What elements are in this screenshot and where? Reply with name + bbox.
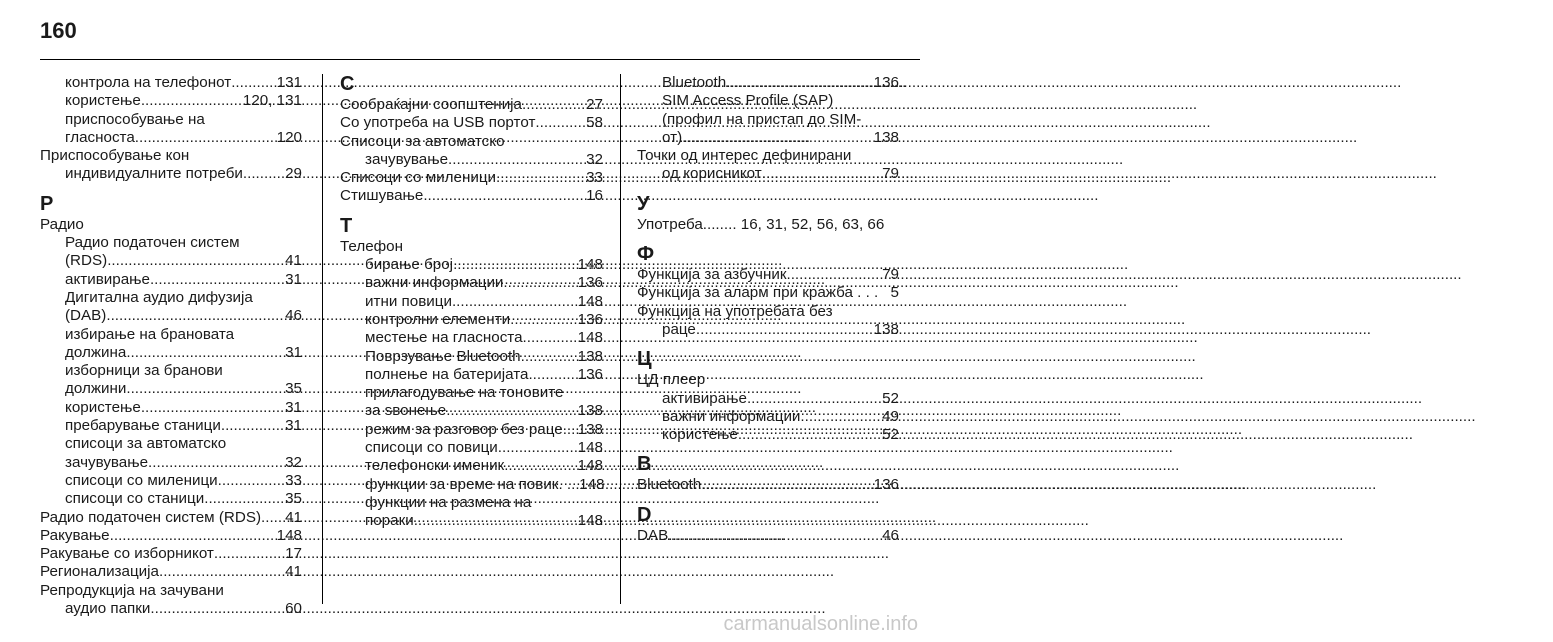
index-entry [40, 129, 302, 147]
index-entry [40, 74, 302, 92]
index-column-1 [40, 74, 302, 618]
entry-term: функции за време на повик. . [365, 475, 572, 493]
entry-term: индивидуалните потреби [65, 165, 243, 183]
index-entry: приспособување на [65, 110, 205, 128]
index-entry [340, 439, 603, 457]
index-entry: Точки од интерес дефинирани [637, 147, 852, 165]
index-entry [40, 454, 302, 472]
index-entry: функции на размена на [365, 493, 532, 511]
entry-term: важни информации [662, 407, 801, 425]
index-entry: Дигитална аудио дифузија [65, 288, 253, 306]
index-entry [40, 472, 302, 490]
index-entry: прилагодување на тоновите [365, 384, 564, 402]
entry-page: 148 [577, 512, 603, 530]
dot-leader [148, 454, 283, 472]
entry-term: гласноста [65, 128, 135, 146]
dot-leader [523, 329, 576, 347]
watermark: carmanualsonline.info [723, 613, 918, 635]
index-entry [637, 129, 899, 147]
index-entry [40, 563, 302, 581]
entry-term: должина [65, 343, 127, 361]
entry-page: 5 [890, 284, 899, 302]
column-divider-1 [322, 74, 323, 604]
index-entry: Радио податочен систем [65, 234, 240, 252]
dot-leader [726, 74, 871, 92]
page-number: 160 [40, 18, 77, 43]
entry-term: от) [662, 128, 683, 146]
dot-leader [510, 311, 576, 329]
dot-leader [446, 402, 575, 420]
dot-leader [221, 417, 283, 435]
dot-leader [786, 266, 880, 284]
index-entry [340, 512, 603, 530]
dot-leader [214, 545, 283, 563]
dot-leader [522, 96, 584, 114]
entry-page: 148 [276, 526, 302, 544]
entry-page: 35 [285, 380, 302, 398]
index-entry [40, 380, 302, 398]
entry-term: (DAB) [65, 307, 107, 325]
entry-term: важни информации [365, 274, 504, 292]
entry-page: 32 [586, 150, 603, 168]
entry-term: активирање [65, 270, 150, 288]
index-entry: Телефон [340, 237, 404, 255]
dot-leader [141, 399, 283, 417]
index-entry: Репродукција на зачувани [40, 581, 224, 599]
entry-page: 35 [285, 490, 302, 508]
entry-term: списоци со станици [65, 490, 205, 508]
entry-page: 52 [882, 389, 899, 407]
entry-term: Стишување [340, 187, 424, 205]
index-entry [637, 165, 899, 183]
dot-leader [150, 600, 283, 618]
index-entry [40, 165, 302, 183]
index-entry [340, 114, 603, 132]
index-entry [40, 252, 302, 270]
entry-term: итни повици [365, 292, 452, 310]
entry-term: од корисникот [662, 165, 762, 183]
entry-term: за ѕвонење [365, 402, 447, 420]
dot-leader [126, 380, 283, 398]
entry-page: 41 [285, 252, 302, 270]
entry-term: списоци со миленици [65, 471, 218, 489]
entry-term: користење [65, 92, 141, 110]
index-entry [637, 527, 899, 545]
entry-term: местење на гласноста [365, 329, 523, 347]
entry-term: списоци со повици [365, 439, 498, 457]
entry-term: Сообраќајни соопштенија [340, 96, 522, 113]
entry-page: 138 [873, 128, 899, 146]
entry-term: должини [65, 380, 127, 398]
entry-term: пребарување станици [65, 417, 221, 435]
dot-leader [243, 165, 283, 183]
entry-term: Списоци со миленици [340, 169, 497, 187]
entry-term: зачувување [365, 150, 449, 168]
entry-page: 17 [285, 545, 302, 563]
entry-page: 31 [285, 343, 302, 361]
index-entry [340, 169, 603, 187]
entry-page: 52 [882, 426, 899, 444]
dot-leader [521, 348, 576, 366]
entry-term: контрола на телефонот [65, 74, 232, 91]
index-entry [40, 271, 302, 289]
index-entry [340, 348, 603, 366]
entry-page: 138 [577, 402, 603, 420]
index-entry [637, 408, 899, 426]
dot-leader [496, 169, 584, 187]
dot-leader [668, 527, 880, 545]
entry-page: 58 [586, 114, 603, 132]
index-entry [637, 321, 899, 339]
dot-leader [738, 426, 880, 444]
entry-page: 148 [577, 256, 603, 274]
entry-term: аудио папки [65, 600, 151, 618]
index-entry [340, 329, 603, 347]
entry-term: Поврзување Bluetooth [365, 347, 521, 365]
index-entry [637, 266, 899, 284]
index-letter-heading: B [637, 453, 652, 476]
dot-leader [448, 151, 584, 169]
index-entry: (профил на пристап до SIM- [662, 110, 862, 128]
entry-term: пораки [365, 512, 414, 530]
entry-page: 33 [586, 169, 603, 187]
index-entry [637, 284, 899, 302]
entry-term: користење [65, 398, 141, 416]
index-letter-heading: Ц [637, 348, 652, 371]
index-entry: Радио [40, 215, 84, 233]
entry-page: 138 [873, 320, 899, 338]
entry-page: 32 [285, 453, 302, 471]
entry-term: (RDS) [65, 252, 108, 270]
entry-term: полнење на батеријата [365, 365, 529, 383]
dot-leader [218, 472, 283, 490]
index-entry [637, 426, 899, 444]
index-entry [340, 402, 603, 420]
index-entry [40, 527, 302, 545]
entry-page: 41 [285, 563, 302, 581]
index-entry [340, 151, 603, 169]
dot-leader [535, 114, 584, 132]
index-entry [40, 344, 302, 362]
index-letter-heading: Ф [637, 243, 655, 266]
entry-page: 31 [285, 270, 302, 288]
entry-page: 46 [882, 526, 899, 544]
index-entry: списоци за автоматско [65, 435, 227, 453]
entry-page: 79 [882, 165, 899, 183]
entry-page: 148 [577, 439, 603, 457]
index-entry [340, 457, 603, 475]
entry-term: користење [662, 426, 738, 444]
dot-leader [106, 307, 283, 325]
dot-leader [159, 563, 283, 581]
entry-page: 79 [882, 266, 899, 284]
entry-page: 49 [882, 407, 899, 425]
index-entry [40, 600, 302, 618]
dot-leader [498, 439, 576, 457]
entry-page: 33 [285, 471, 302, 489]
index-entry [40, 490, 302, 508]
dot-leader [107, 252, 283, 270]
index-entry: Приспособување кон [40, 147, 190, 165]
entry-term: бирање број [365, 256, 454, 274]
index-letter-heading: D [637, 503, 652, 526]
index-column-3 [637, 74, 899, 545]
index-entry [340, 476, 603, 494]
dot-leader [747, 390, 880, 408]
index-entry [340, 274, 603, 292]
entry-term: раце [662, 320, 696, 338]
entry-page: 148 [577, 329, 603, 347]
index-letter-heading: С [340, 73, 355, 95]
entry-page: 136 [577, 365, 603, 383]
entry-page: 136 [873, 476, 899, 494]
entry-page: 136 [577, 310, 603, 328]
index-entry: избирање на брановата [65, 325, 235, 343]
entry-term: Bluetooth [637, 476, 702, 494]
entry-page: 138 [577, 347, 603, 365]
entry-term: Функција за аларм при кражба . . . [637, 284, 879, 302]
entry-page: 138 [577, 420, 603, 438]
index-letter-heading: Р [40, 192, 54, 215]
dot-leader [135, 129, 275, 147]
dot-leader [261, 509, 283, 527]
entry-page: 120, 131 [242, 92, 302, 110]
index-entry: Употреба........ 16, 31, 52, 56, 63, 66 [637, 215, 885, 233]
entry-term: Со употреба на USB портот [340, 114, 536, 132]
index-entry [40, 399, 302, 417]
column-divider-2 [620, 74, 621, 604]
entry-term: Bluetooth [662, 74, 727, 91]
dot-leader [453, 256, 576, 274]
dot-leader [701, 476, 871, 494]
dot-leader [762, 165, 880, 183]
entry-term: Радио податочен систем (RDS) [40, 508, 262, 526]
dot-leader [150, 271, 283, 289]
index-entry [340, 187, 603, 205]
dot-leader [126, 344, 283, 362]
entry-page: 136 [577, 274, 603, 292]
index-entry [340, 421, 603, 439]
entry-term: режим за разговор без раце. [365, 420, 567, 438]
dot-leader [231, 74, 274, 92]
index-column-2 [340, 74, 603, 531]
entry-term: DAB [637, 526, 669, 544]
index-entry [40, 509, 302, 527]
entry-term: контролни елементи [365, 310, 511, 328]
index-entry: Функција на употребата без [637, 302, 833, 320]
entry-term: Ракување со изборникот [40, 545, 214, 563]
entry-page: 136 [873, 74, 899, 91]
entry-term: Регионализација [40, 563, 159, 581]
entry-page: 31 [285, 398, 302, 416]
entry-page: 46 [285, 307, 302, 325]
index-entry [40, 545, 302, 563]
entry-term: активирање [662, 389, 747, 407]
index-entry [637, 476, 899, 494]
entry-page: 31 [285, 417, 302, 435]
index-entry: ЦД плеер [637, 371, 706, 389]
entry-page: 120 [276, 128, 302, 146]
dot-leader [204, 490, 283, 508]
dot-leader [503, 274, 575, 292]
index-entry [40, 417, 302, 435]
index-entry [340, 311, 603, 329]
entry-term: телефонски именик [365, 457, 505, 475]
dot-leader [567, 421, 576, 439]
dot-leader [452, 293, 576, 311]
entry-page: 148 [577, 457, 603, 475]
entry-page: 148 [579, 475, 605, 493]
dot-leader [141, 92, 241, 110]
entry-term: Функција за азбучник [637, 266, 787, 284]
entry-page: 16 [586, 187, 603, 205]
index-entry [340, 96, 603, 114]
index-entry [637, 390, 899, 408]
entry-page: 41 [285, 508, 302, 526]
index-entry: SIM Access Profile (SAP) [662, 92, 834, 110]
dot-leader [682, 129, 872, 147]
dot-leader [696, 321, 872, 339]
entry-term: Ракување [40, 526, 110, 544]
index-entry [340, 256, 603, 274]
entry-page: 29 [285, 165, 302, 183]
index-entry [340, 366, 603, 384]
entry-page: 60 [285, 600, 302, 618]
dot-leader [504, 457, 575, 475]
header-rule [40, 59, 920, 60]
index-entry [40, 307, 302, 325]
entry-page: 148 [577, 292, 603, 310]
index-entry [340, 293, 603, 311]
index-entry: изборници за бранови [65, 362, 223, 380]
index-entry [637, 74, 899, 92]
index-letter-heading: Т [340, 214, 353, 237]
dot-leader [110, 527, 275, 545]
dot-leader [423, 187, 584, 205]
entry-term: зачувување [65, 453, 149, 471]
index-entry [40, 92, 302, 110]
index-entry: Списоци за автоматско [340, 132, 505, 150]
dot-leader [528, 366, 575, 384]
dot-leader [414, 512, 576, 530]
entry-page: 27 [586, 96, 603, 113]
entry-page: 131 [276, 74, 302, 91]
index-letter-heading: У [637, 192, 650, 215]
dot-leader [800, 408, 880, 426]
